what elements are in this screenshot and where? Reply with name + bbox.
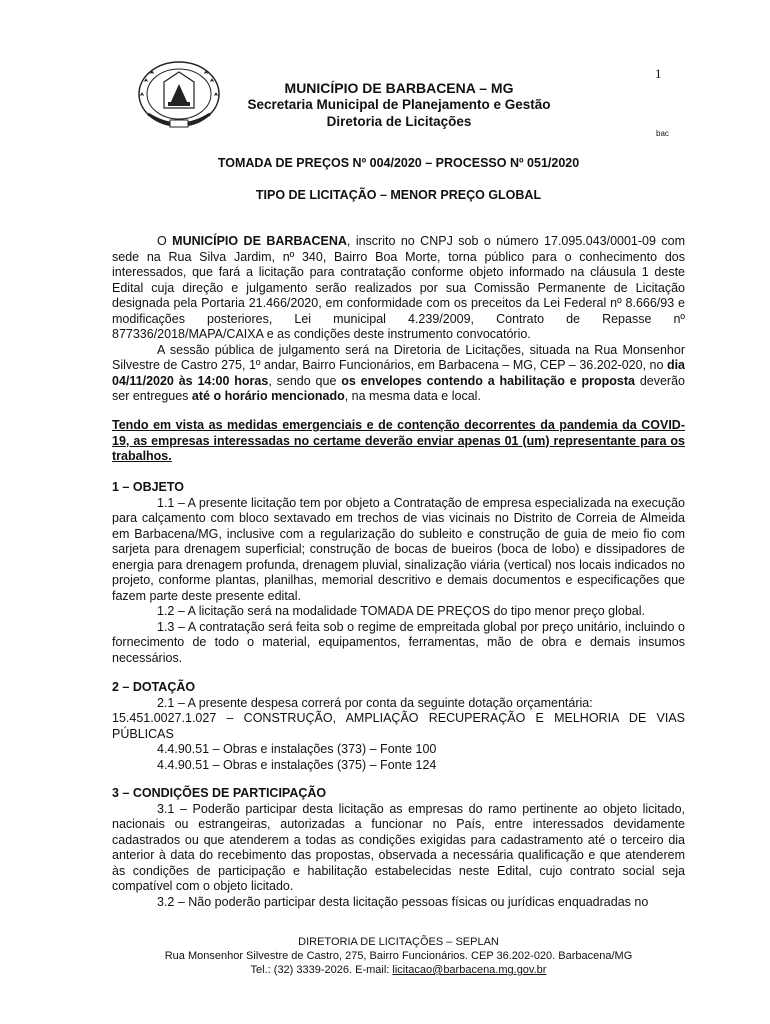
section-participacao (112, 786, 685, 910)
process-title: TOMADA DE PREÇOS Nº 004/2020 – PROCESSO Nº 051/2020 (217, 156, 580, 170)
department-title: Diretoria de Licitações (326, 114, 472, 129)
section-2-1: 2.1 – A presente despesa correrá por conta da seguinte dotação orçamentária: (157, 695, 593, 710)
section-3-heading: 3 – CONDIÇÕES DE PARTICIPAÇÃO (112, 786, 327, 800)
section-3-1: 3.1 – Poderão participar desta licitação as empresas do ramo pertinente ao objeto licitado, nacionais ou estrangeiras, autorizadas a funcionar no País, entre interessados devidamente cadastrados ou que atenderem a todas as condições exigidas para cadastramento até o terceiro dia anterior à data do recebimento das propostas, observada a necessária qualificação e que atenderem às condições de participação e habilitação estabelecidas neste Edital, cujo contrato social seja compatível com o objeto licitado. (112, 801, 685, 893)
secretariat-title: Secretaria Municipal de Planejamento e Gestão (247, 97, 551, 112)
pandemic-notice: Tendo em vista as medidas emergenciais e de contenção decorrentes da pandemia da COVID-19, as empresas interessadas no certame deverão enviar apenas 01 (um) representante para os trabalhos. (112, 418, 685, 463)
section-3-2: 3.2 – Não poderão participar desta licitação pessoas físicas ou jurídicas enquadradas no (157, 894, 649, 909)
footer-email-link[interactable]: licitacao@barbacena.mg.gov.br (392, 964, 547, 976)
section-2-budget-line: 15.451.0027.1.027 – CONSTRUÇÃO, AMPLIAÇÃO RECUPERAÇÃO E MELHORIA DE VIAS PÚBLICAS (112, 711, 685, 741)
section-1-heading: 1 – OBJETO (112, 480, 185, 494)
page-footer (112, 935, 685, 977)
section-1-2: 1.2 – A licitação será na modalidade TOMADA DE PREÇOS do tipo menor preço global. (157, 604, 645, 618)
municipal-seal-logo (134, 58, 224, 134)
section-objeto (112, 480, 685, 666)
footer-address: Rua Monsenhor Silvestre de Castro, 275, Bairro Funcionários. CEP 36.202-020. Barbacena/MG (164, 950, 633, 962)
section-2-item-2: 4.4.90.51 – Obras e instalações (375) – Fonte 124 (157, 757, 437, 772)
footer-contact: Tel.: (32) 3339-2026. E-mail: licitacao@barbacena.mg.gov.br (250, 964, 547, 976)
intro-paragraph-1: O MUNICÍPIO DE BARBACENA, inscrito no CNPJ sob o número 17.095.043/0001-09 com sede na Rua Silva Jardim, nº 340, Bairro Boa Morte, torna público para o conhecimento dos interessados, que fará a licitação para contratação conforme objeto informado na cláusula 1 deste Edital cuja direção e julgamento serão realizados por sua Comissão Permanente de Licitação designada pela Portaria 21.466/2020, em conformidade com os preceitos da Lei Federal nº 8.666/93 e modificações posteriores, Lei municipal 4.239/2009, Contrato de Repasse nº 877336/2018/MAPA/CAIXA e as condições deste instrumento convocatório. (112, 234, 685, 341)
small-code: bac (656, 129, 669, 138)
intro-paragraph-2: A sessão pública de julgamento será na Diretoria de Licitações, situada na Rua Monsenhor Silvestre de Castro 275, 1º andar, Bairro Funcionários, em Barbacena – MG, CEP – 36.202-020, no dia 04/11/2020 às 14:00 horas, sendo que os envelopes contendo a habilitação e proposta deverão ser entregues até o horário mencionado, na mesma data e local. (112, 342, 685, 403)
page-number: 1 (655, 66, 662, 81)
section-dotacao (112, 680, 685, 773)
section-1-3: 1.3 – A contratação será feita sob o regime de empreitada global por preço unitário, incluindo o fornecimento de todo o material, equipamentos, ferramentas, mão de obra e demais insumos necessários. (112, 619, 685, 665)
section-2-heading: 2 – DOTAÇÃO (112, 680, 196, 694)
section-1-1: 1.1 – A presente licitação tem por objeto a Contratação de empresa especializada na execução para calçamento com bloco sextavado em trechos de vias vicinais no Distrito de Correia de Almeida em Barbacena/MG, inclusive com a regularização do subleito e construção de guia de meio fio com sarjeta para drenagem superficial; construção de bocas de bueiros (boca de lobo) e dissipadores de energia para drenagem profunda, drenagem pluvial, sinalização viária (vertical) nos locais indicados no projeto, conforme plantas, planilhas, memorial descritivo e demais documentos e especificações que fazem parte deste presente edital. (112, 495, 685, 603)
section-2-item-1: 4.4.90.51 – Obras e instalações (373) – Fonte 100 (157, 742, 437, 756)
bidding-type-title: TIPO DE LICITAÇÃO – MENOR PREÇO GLOBAL (255, 188, 542, 202)
municipality-title: MUNICÍPIO DE BARBACENA – MG (284, 80, 514, 96)
intro-section (112, 234, 685, 405)
footer-department: DIRETORIA DE LICITAÇÕES – SEPLAN (298, 936, 499, 948)
